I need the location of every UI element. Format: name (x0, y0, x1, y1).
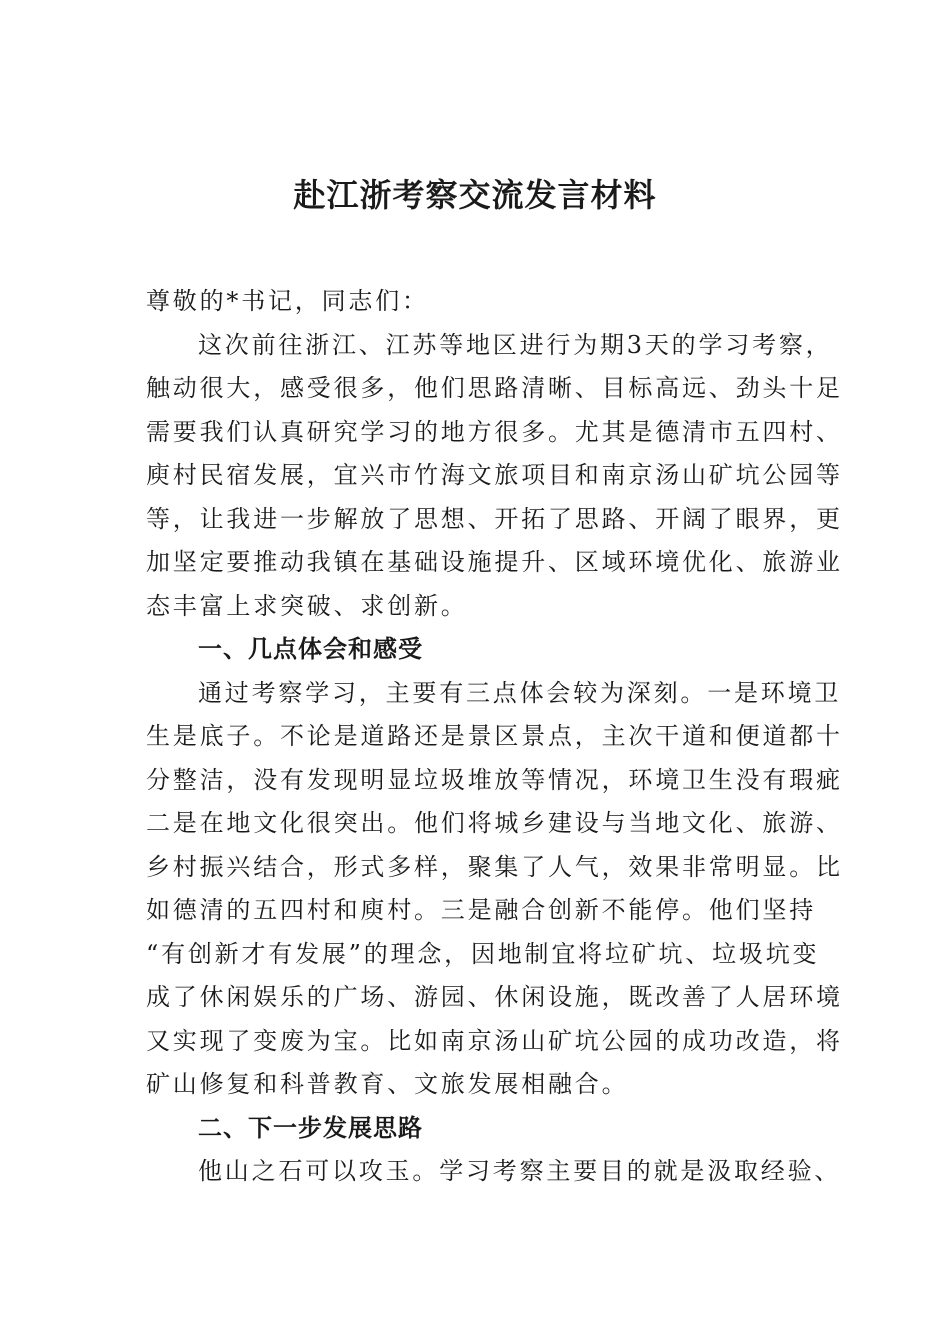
salutation: 尊敬的*书记，同志们： (146, 287, 429, 315)
paragraph-line: 如德清的五四村和庾村。三是融合创新不能停。他们坚持 (146, 896, 816, 924)
paragraph-line: 触动很大，感受很多，他们思路清晰、目标高远、劲头十足 (146, 374, 843, 402)
paragraph-1 (146, 324, 843, 629)
paragraph-line: 成了休闲娱乐的广场、游园、休闲设施，既改善了人居环境 (146, 983, 843, 1011)
paragraph-line: “有创新才有发展”的理念，因地制宜将垃矿坑、垃圾坑变 (146, 939, 820, 968)
paragraph-3 (146, 1150, 842, 1194)
paragraph-line: 需要我们认真研究学习的地方很多。尤其是德清市五四村、 (146, 417, 843, 446)
paragraph-2 (146, 672, 843, 1107)
document-title: 赴江浙考察交流发言材料 (293, 176, 657, 214)
paragraph-line: 通过考察学习，主要有三点体会较为深刻。一是环境卫 (198, 678, 842, 707)
paragraph-line: 等，让我进一步解放了思想、开拓了思路、开阔了眼界，更 (146, 504, 843, 533)
document-body (146, 280, 843, 1194)
paragraph-line: 分整洁，没有发现明显垃圾堆放等情况，环境卫生没有瑕疵 (146, 765, 843, 794)
paragraph-line: 这次前往浙江、江苏等地区进行为期3天的学习考察， (198, 330, 833, 359)
paragraph-line: 加坚定要推动我镇在基础设施提升、区域环境优化、旅游业 (146, 548, 843, 576)
paragraph-line: 矿山修复和科普教育、文旅发展相融合。 (146, 1070, 629, 1098)
section-heading-1: 一、几点体会和感受 (198, 635, 423, 663)
paragraph-line: 生是底子。不论是道路还是景区景点，主次干道和便道都十 (146, 722, 843, 750)
paragraph-line: 乡村振兴结合，形式多样，聚集了人气，效果非常明显。比 (146, 852, 843, 881)
paragraph-line: 态丰富上求突破、求创新。 (146, 591, 468, 620)
section-heading-2: 二、下一步发展思路 (198, 1113, 423, 1142)
paragraph-line: 又实现了变废为宝。比如南京汤山矿坑公园的成功改造，将 (146, 1026, 843, 1055)
paragraph-line: 庾村民宿发展，宜兴市竹海文旅项目和南京汤山矿坑公园等 (146, 461, 843, 489)
paragraph-line: 他山之石可以攻玉。学习考察主要目的就是汲取经验、 (198, 1157, 842, 1185)
paragraph-line: 二是在地文化很突出。他们将城乡建设与当地文化、旅游、 (146, 809, 843, 837)
